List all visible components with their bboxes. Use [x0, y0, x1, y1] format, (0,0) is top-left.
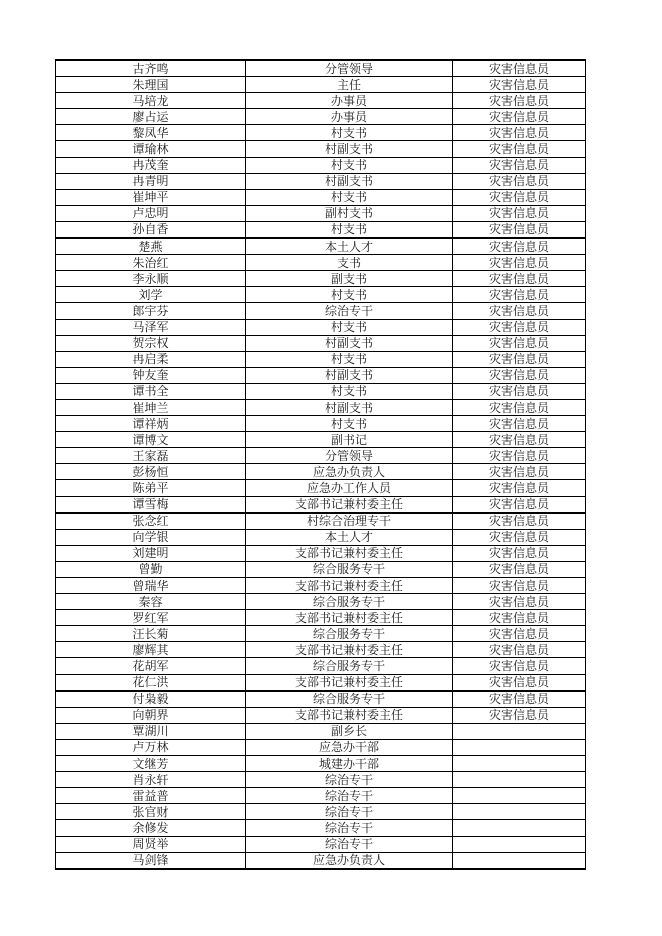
name-cell[interactable]: 廖辉其 [56, 642, 246, 658]
position-cell[interactable]: 村支书 [246, 189, 453, 205]
role-cell[interactable]: 灾害信息员 [453, 303, 586, 319]
position-cell[interactable]: 村副支书 [246, 141, 453, 157]
table-body [56, 60, 586, 869]
role-cell[interactable] [453, 836, 586, 852]
role-cell[interactable]: 灾害信息员 [453, 707, 586, 723]
table-row [56, 561, 586, 577]
role-cell[interactable] [453, 804, 586, 820]
role-cell[interactable] [453, 772, 586, 788]
role-cell[interactable]: 灾害信息员 [453, 77, 586, 93]
table-row [56, 383, 586, 399]
name-cell[interactable]: 花仁洪 [56, 674, 246, 691]
table-row [56, 173, 586, 189]
name-cell[interactable]: 向学银 [56, 529, 246, 545]
position-cell[interactable]: 村副支书 [246, 367, 453, 383]
name-cell[interactable]: 文继芳 [56, 756, 246, 772]
table-row [56, 642, 586, 658]
position-cell[interactable]: 综治专干 [246, 772, 453, 788]
table-row [56, 125, 586, 141]
table-row [56, 788, 586, 804]
position-cell[interactable]: 分管领导 [246, 448, 453, 464]
table-row [56, 77, 586, 93]
table-row [56, 416, 586, 432]
role-cell[interactable]: 灾害信息员 [453, 561, 586, 577]
table-row [56, 109, 586, 125]
role-cell[interactable] [453, 756, 586, 772]
role-cell[interactable]: 灾害信息员 [453, 578, 586, 594]
name-cell[interactable]: 黎凤华 [56, 125, 246, 141]
name-cell[interactable]: 彭杨恒 [56, 464, 246, 480]
table-row [56, 141, 586, 157]
role-cell[interactable]: 灾害信息员 [453, 255, 586, 271]
table-row [56, 464, 586, 480]
role-cell[interactable] [453, 852, 586, 869]
table-row [56, 545, 586, 561]
role-cell[interactable]: 灾害信息员 [453, 674, 586, 691]
name-cell[interactable]: 崔坤平 [56, 189, 246, 205]
position-cell[interactable]: 主任 [246, 77, 453, 93]
name-cell[interactable]: 周贤举 [56, 836, 246, 852]
name-cell[interactable]: 朱理国 [56, 77, 246, 93]
name-cell[interactable]: 马剑锋 [56, 852, 246, 869]
table-row [56, 529, 586, 545]
position-cell[interactable]: 村支书 [246, 383, 453, 399]
position-cell[interactable]: 本土人才 [246, 529, 453, 545]
position-cell[interactable]: 村副支书 [246, 335, 453, 351]
name-cell[interactable]: 谭雪梅 [56, 496, 246, 513]
table-row [56, 594, 586, 610]
name-cell[interactable]: 王家磊 [56, 448, 246, 464]
role-cell[interactable]: 灾害信息员 [453, 496, 586, 513]
table-row [56, 189, 586, 205]
position-cell[interactable]: 村支书 [246, 157, 453, 173]
table-row [56, 739, 586, 755]
position-cell[interactable]: 支部书记兼村委主任 [246, 610, 453, 626]
name-cell[interactable]: 肖永轩 [56, 772, 246, 788]
position-cell[interactable]: 综合服务专干 [246, 594, 453, 610]
name-cell[interactable]: 付枭毅 [56, 691, 246, 708]
position-cell[interactable]: 村副支书 [246, 399, 453, 415]
role-cell[interactable] [453, 739, 586, 755]
name-cell[interactable]: 张官财 [56, 804, 246, 820]
role-cell[interactable]: 灾害信息员 [453, 287, 586, 303]
role-cell[interactable]: 灾害信息员 [453, 125, 586, 141]
position-cell[interactable]: 综治专干 [246, 836, 453, 852]
name-cell[interactable]: 马培龙 [56, 93, 246, 109]
role-cell[interactable]: 灾害信息员 [453, 399, 586, 415]
role-cell[interactable]: 灾害信息员 [453, 448, 586, 464]
table-row [56, 772, 586, 788]
position-cell[interactable]: 综合服务专干 [246, 658, 453, 674]
role-cell[interactable]: 灾害信息员 [453, 594, 586, 610]
role-cell[interactable]: 灾害信息员 [453, 529, 586, 545]
name-cell[interactable]: 孙自香 [56, 221, 246, 238]
position-cell[interactable]: 村支书 [246, 351, 453, 367]
role-cell[interactable]: 灾害信息员 [453, 60, 586, 77]
table-row [56, 707, 586, 723]
name-cell[interactable]: 曾勤 [56, 561, 246, 577]
position-cell[interactable]: 副支书 [246, 271, 453, 287]
role-cell[interactable]: 灾害信息员 [453, 658, 586, 674]
position-cell[interactable]: 分管领导 [246, 60, 453, 77]
name-cell[interactable]: 古齐鸣 [56, 60, 246, 77]
position-cell[interactable]: 支部书记兼村委主任 [246, 674, 453, 691]
table-row [56, 496, 586, 513]
role-cell[interactable]: 灾害信息员 [453, 626, 586, 642]
table-row [56, 852, 586, 869]
role-cell[interactable]: 灾害信息员 [453, 109, 586, 125]
table-row [56, 303, 586, 319]
role-cell[interactable]: 灾害信息员 [453, 513, 586, 530]
name-cell[interactable]: 贺宗权 [56, 335, 246, 351]
position-cell[interactable]: 办事员 [246, 109, 453, 125]
position-cell[interactable]: 城建办干部 [246, 756, 453, 772]
position-cell[interactable]: 支书 [246, 255, 453, 271]
position-cell[interactable]: 村支书 [246, 287, 453, 303]
role-cell[interactable]: 灾害信息员 [453, 335, 586, 351]
position-cell[interactable]: 支部书记兼村委主任 [246, 578, 453, 594]
position-cell[interactable]: 综治专干 [246, 820, 453, 836]
name-cell[interactable]: 冉茂奎 [56, 157, 246, 173]
role-cell[interactable]: 灾害信息员 [453, 416, 586, 432]
position-cell[interactable]: 应急办负责人 [246, 464, 453, 480]
role-cell[interactable]: 灾害信息员 [453, 221, 586, 238]
table-row [56, 60, 586, 77]
role-cell[interactable]: 灾害信息员 [453, 271, 586, 287]
position-cell[interactable]: 办事员 [246, 93, 453, 109]
role-cell[interactable] [453, 788, 586, 804]
table-row [56, 157, 586, 173]
position-cell[interactable]: 村综合治理专干 [246, 513, 453, 530]
name-cell[interactable]: 覃湖川 [56, 723, 246, 739]
name-cell[interactable]: 罗红军 [56, 610, 246, 626]
table-row [56, 480, 586, 496]
name-cell[interactable]: 郎宇芬 [56, 303, 246, 319]
name-cell[interactable]: 刘建明 [56, 545, 246, 561]
position-cell[interactable]: 应急办工作人员 [246, 480, 453, 496]
position-cell[interactable]: 支部书记兼村委主任 [246, 642, 453, 658]
position-cell[interactable]: 支部书记兼村委主任 [246, 496, 453, 513]
name-cell[interactable]: 朱治红 [56, 255, 246, 271]
role-cell[interactable]: 灾害信息员 [453, 93, 586, 109]
position-cell[interactable]: 村支书 [246, 125, 453, 141]
table-row [56, 836, 586, 852]
role-cell[interactable]: 灾害信息员 [453, 141, 586, 157]
name-cell[interactable]: 钟友奎 [56, 367, 246, 383]
table-row [56, 610, 586, 626]
name-cell[interactable]: 雷益普 [56, 788, 246, 804]
position-cell[interactable]: 副书记 [246, 432, 453, 448]
position-cell[interactable]: 支部书记兼村委主任 [246, 545, 453, 561]
table-row [56, 255, 586, 271]
table-row [56, 238, 586, 255]
position-cell[interactable]: 本土人才 [246, 238, 453, 255]
role-cell[interactable]: 灾害信息员 [453, 157, 586, 173]
table-row [56, 804, 586, 820]
table-row [56, 335, 586, 351]
position-cell[interactable]: 应急办负责人 [246, 852, 453, 869]
table-row [56, 271, 586, 287]
role-cell[interactable]: 灾害信息员 [453, 383, 586, 399]
name-cell[interactable]: 曾瑞华 [56, 578, 246, 594]
name-cell[interactable]: 陈弟平 [56, 480, 246, 496]
position-cell[interactable]: 综治专干 [246, 788, 453, 804]
table-row [56, 93, 586, 109]
name-cell[interactable]: 花胡军 [56, 658, 246, 674]
name-cell[interactable]: 楚燕 [56, 238, 246, 255]
name-cell[interactable]: 廖占运 [56, 109, 246, 125]
table-row [56, 205, 586, 221]
table-row [56, 691, 586, 708]
table-row [56, 513, 586, 530]
name-cell[interactable]: 马泽军 [56, 319, 246, 335]
name-cell[interactable]: 余修发 [56, 820, 246, 836]
name-cell[interactable]: 向朝界 [56, 707, 246, 723]
name-cell[interactable]: 卢忠明 [56, 205, 246, 221]
table-row [56, 448, 586, 464]
position-cell[interactable]: 综治专干 [246, 303, 453, 319]
table-row [56, 367, 586, 383]
table-row [56, 351, 586, 367]
position-cell[interactable]: 应急办干部 [246, 739, 453, 755]
position-cell[interactable]: 综治专干 [246, 804, 453, 820]
name-cell[interactable]: 张念红 [56, 513, 246, 530]
name-cell[interactable]: 冉青明 [56, 173, 246, 189]
table-row [56, 221, 586, 238]
role-cell[interactable]: 灾害信息员 [453, 642, 586, 658]
role-cell[interactable]: 灾害信息员 [453, 189, 586, 205]
table-row [56, 658, 586, 674]
name-cell[interactable]: 谭博文 [56, 432, 246, 448]
position-cell[interactable]: 村副支书 [246, 173, 453, 189]
role-cell[interactable]: 灾害信息员 [453, 432, 586, 448]
table-row [56, 626, 586, 642]
name-cell[interactable]: 冉启柔 [56, 351, 246, 367]
table-row [56, 432, 586, 448]
position-cell[interactable]: 村支书 [246, 319, 453, 335]
name-cell[interactable]: 秦容 [56, 594, 246, 610]
role-cell[interactable]: 灾害信息员 [453, 238, 586, 255]
name-cell[interactable]: 谭书全 [56, 383, 246, 399]
table-row [56, 287, 586, 303]
position-cell[interactable]: 综合服务专干 [246, 561, 453, 577]
name-cell[interactable]: 谭祥炳 [56, 416, 246, 432]
name-cell[interactable]: 崔坤兰 [56, 399, 246, 415]
role-cell[interactable] [453, 723, 586, 739]
name-cell[interactable]: 谭瑜林 [56, 141, 246, 157]
table-row [56, 723, 586, 739]
table-row [56, 674, 586, 691]
role-cell[interactable]: 灾害信息员 [453, 205, 586, 221]
table-row [56, 578, 586, 594]
role-cell[interactable]: 灾害信息员 [453, 610, 586, 626]
table-row [56, 399, 586, 415]
position-cell[interactable]: 副乡长 [246, 723, 453, 739]
name-cell[interactable]: 汪长菊 [56, 626, 246, 642]
role-cell[interactable]: 灾害信息员 [453, 173, 586, 189]
role-cell[interactable] [453, 820, 586, 836]
position-cell[interactable]: 副村支书 [246, 205, 453, 221]
position-cell[interactable]: 综合服务专干 [246, 691, 453, 708]
name-cell[interactable]: 刘学 [56, 287, 246, 303]
table-row [56, 820, 586, 836]
role-cell[interactable]: 灾害信息员 [453, 691, 586, 708]
role-cell[interactable]: 灾害信息员 [453, 464, 586, 480]
role-cell[interactable]: 灾害信息员 [453, 367, 586, 383]
table-row [56, 756, 586, 772]
role-cell[interactable]: 灾害信息员 [453, 480, 586, 496]
name-cell[interactable]: 李永顺 [56, 271, 246, 287]
role-cell[interactable]: 灾害信息员 [453, 351, 586, 367]
position-cell[interactable]: 综合服务专干 [246, 626, 453, 642]
position-cell[interactable]: 村支书 [246, 221, 453, 238]
position-cell[interactable]: 支部书记兼村委主任 [246, 707, 453, 723]
table-row [56, 319, 586, 335]
role-cell[interactable]: 灾害信息员 [453, 319, 586, 335]
name-cell[interactable]: 卢万林 [56, 739, 246, 755]
personnel-table [55, 59, 586, 870]
role-cell[interactable]: 灾害信息员 [453, 545, 586, 561]
position-cell[interactable]: 村支书 [246, 416, 453, 432]
